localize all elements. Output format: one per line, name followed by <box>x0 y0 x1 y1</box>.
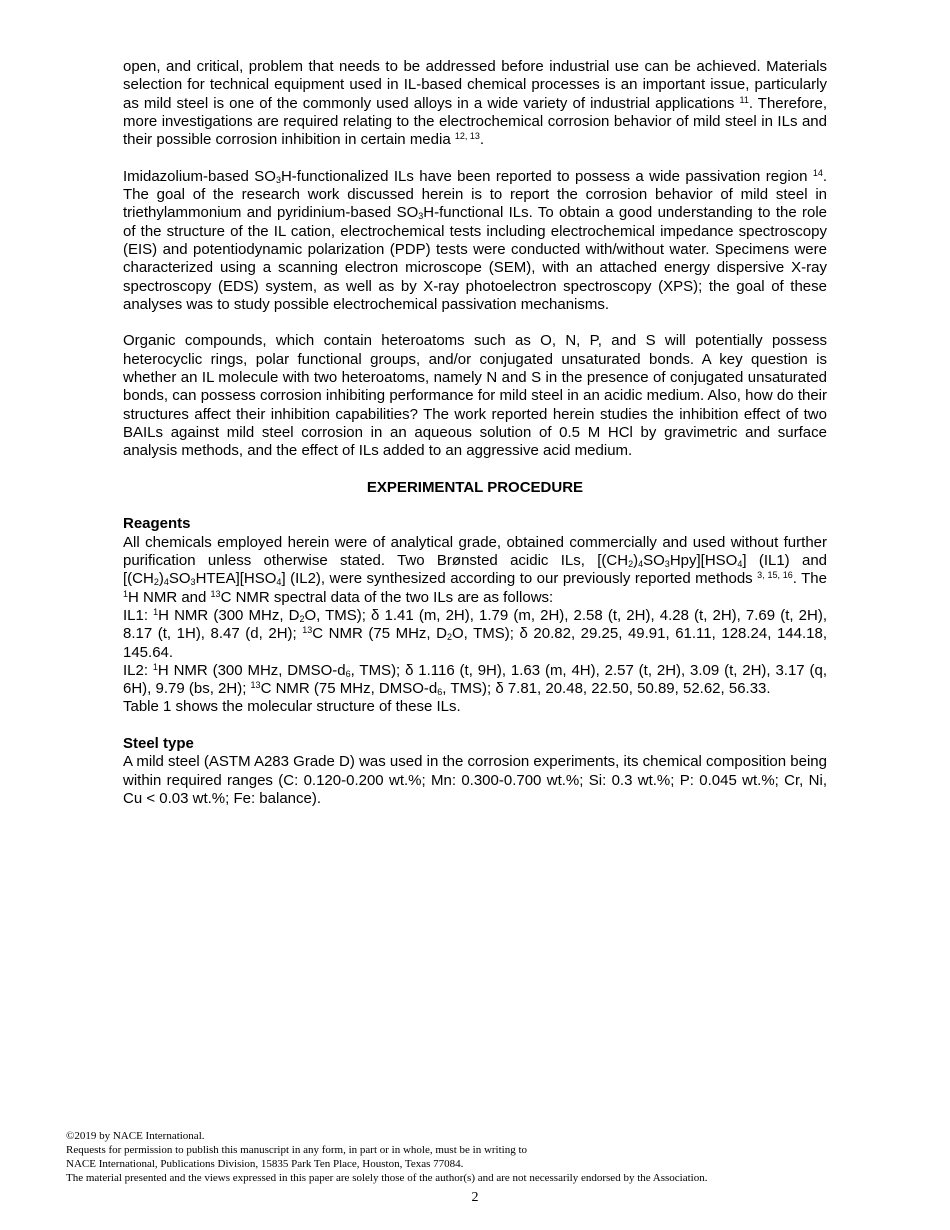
copyright-line: ©2019 by NACE International. <box>66 1130 205 1142</box>
page-number: 2 <box>471 1190 479 1205</box>
section-heading: EXPERIMENTAL PROCEDURE <box>366 478 584 496</box>
citation: 14 <box>812 167 823 178</box>
citation: 11 <box>739 94 749 105</box>
subsection-heading-reagents: Reagents <box>123 515 191 533</box>
disclaimer-line: The material presented and the views expressed in this paper are solely those of the author(s) and are not necessarily endorsed by the Association. <box>66 1172 708 1184</box>
paragraph-materials-selection: open, and critical, problem that needs to be addressed before industrial use can be achieved. Materials selection for technical equipment used in IL-based chemical processes is an important issue, particularly as mild steel is one of the commonly used alloys in a wide variety of industrial applications $^{11}$. Therefore, more investigations are required relating to the electrochemical corrosion behavior of mild steel in ILs and their possible corrosion inhibition in certain media $^{12, 13}$. <box>123 58 827 149</box>
table-reference-note: Table 1 shows the molecular structure of these ILs. <box>123 698 461 716</box>
paragraph-organic-compounds: Organic compounds, which contain heteroatoms such as O, N, P, and S will potentially possess heterocyclic rings, polar functional groups, and/or conjugated unsaturated bonds. A key question is whether an IL molecule with two heteroatoms, namely N and S in the presence of conjugated unsaturated bonds, can possess corrosion inhibiting performance for mild steel in an acidic medium. Also, how do their structures affect their inhibition capabilities? The work reported herein studies the inhibition effect of two BAILs against mild steel corrosion in an aqueous solution of 0.5 M HCl by gravimetric and surface analysis methods, and the effect of ILs added to an aggressive acid medium. <box>123 332 827 460</box>
paragraph-steel-composition: A mild steel (ASTM A283 Grade D) was used in the corrosion experiments, its chemical composition being within required ranges (C: 0.120-0.200 wt.%; Mn: 0.300-0.700 wt.%; Si: 0.3 wt.%; P: 0.045 wt.%; Cr, Ni, Cu < 0.03 wt.%; Fe: balance). <box>123 753 827 807</box>
paragraph-research-goal: Imidazolium-based $SO_3H$-functionalized ILs have been reported to possess a wide passivation region $^{14}$. The goal of the research work discussed herein is to report the corrosion behavior of mild steel in triethylammonium and pyridinium-based $SO_3H$-functional ILs. To obtain a good understanding to the role of the structure of the IL cation, electrochemical tests including electrochemical impedance spectroscopy (EIS) and potentiodynamic polarization (PDP) tests were conducted with/without water. Specimens were characterized using a scanning electron microscope (SEM), with an attached energy dispersive X-ray spectroscopy (EDS) system, as well as by X-ray photoelectron spectroscopy (XPS); the goal of these analyses was to study possible electrochemical passivation mechanisms. <box>123 167 828 313</box>
subsection-heading-steel-type: Steel type <box>123 734 194 752</box>
copyright-footer <box>66 1129 886 1185</box>
nmr-data-il1: IL1: $^1$H NMR (300 MHz, $D_2O$, TMS); δ 1.41 (m, 2H), 1.79 (m, 2H), 2.58 (t, 2H), 4.28 (t, 2H), 7.69 (t, 2H), 8.17 (t, 1H), 8.47 (d, 2H); $^{13}$C NMR (75 MHz, $D_2O$, TMS); δ 20.82, 29.25, 49.91, 61.11, 128.24, 144.18, 145.64. <box>123 606 828 661</box>
paragraph-reagents-intro: All chemicals employed herein were of analytical grade, obtained commercially and used without further purification unless otherwise stated. Two Brønsted acidic ILs, $[(CH_2)_4SO_3Hpy][HSO_4]$ (IL1) and $[(CH_2)_4SO_3HTEA][HSO_4]$ (IL2), were synthesized according to our previously reported methods $^{3, 15, 16}$. The $^1$H NMR and $^{13}$C NMR spectral data of the two ILs are as follows: <box>123 533 828 606</box>
address-line: NACE International, Publications Division, 15835 Park Ten Place, Houston, Texas 77084. <box>66 1158 464 1170</box>
citation: 12, 13 <box>454 131 480 142</box>
nmr-data-il2: IL2: $^1$H NMR (300 MHz, DMSO-$d_6$, TMS); δ 1.116 (t, 9H), 1.63 (m, 4H), 2.57 (t, 2H), 3.09 (t, 2H), 3.17 (q, 6H), 9.79 (bs, 2H); $^{13}$C NMR (75 MHz, DMSO-$d_6$, TMS); δ 7.81, 20.48, 22.50, 50.89, 52.62, 56.33. <box>123 661 827 698</box>
citation: 3, 15, 16 <box>757 570 793 581</box>
permission-line: Requests for permission to publish this manuscript in any form, in part or in whole, must be in writing to <box>66 1144 528 1156</box>
body-text <box>123 58 827 808</box>
